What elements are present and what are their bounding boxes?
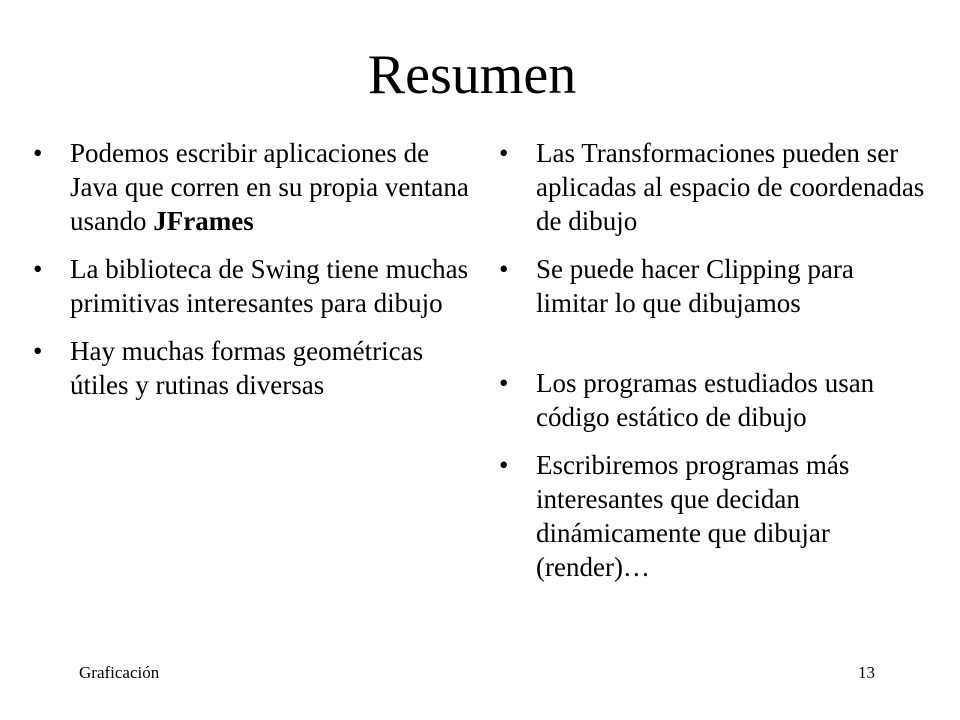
bullet-text: Hay muchas formas geométricas útiles y rutinas diversas (70, 336, 424, 400)
bullet-text: Los programas estudiados usan código estático de dibujo (536, 368, 875, 432)
footer-course-name: Graficación (79, 663, 160, 682)
bullet-geometric-shapes (33, 334, 473, 402)
bullet-transformations (499, 136, 929, 238)
jframes-keyword: JFrames (153, 206, 254, 236)
left-bullet-list (33, 136, 473, 416)
bullet-text: La biblioteca de Swing tiene muchas primitivas interesantes para dibujo (70, 254, 469, 318)
bullet-clipping (499, 252, 929, 320)
bullet-jframes (33, 136, 473, 238)
right-bullet-list (499, 136, 929, 598)
footer-page-number: 13 (858, 663, 875, 682)
bullet-text: Se puede hacer Clipping para limitar lo que dibujamos (536, 254, 854, 318)
slide-title: Resumen (367, 44, 577, 106)
bullet-dynamic-rendering (499, 448, 929, 584)
bullet-text: Podemos escribir aplicaciones de Java que corren en su propia ventana usando (70, 138, 469, 236)
bullet-swing-library (33, 252, 473, 320)
bullet-text: Escribiremos programas más interesantes que decidan dinámicamente que dibujar (render)… (536, 450, 850, 582)
bullet-text: Las Transformaciones pueden ser aplicadas al espacio de coordenadas de dibujo (536, 138, 925, 236)
bullet-static-code (499, 366, 929, 434)
